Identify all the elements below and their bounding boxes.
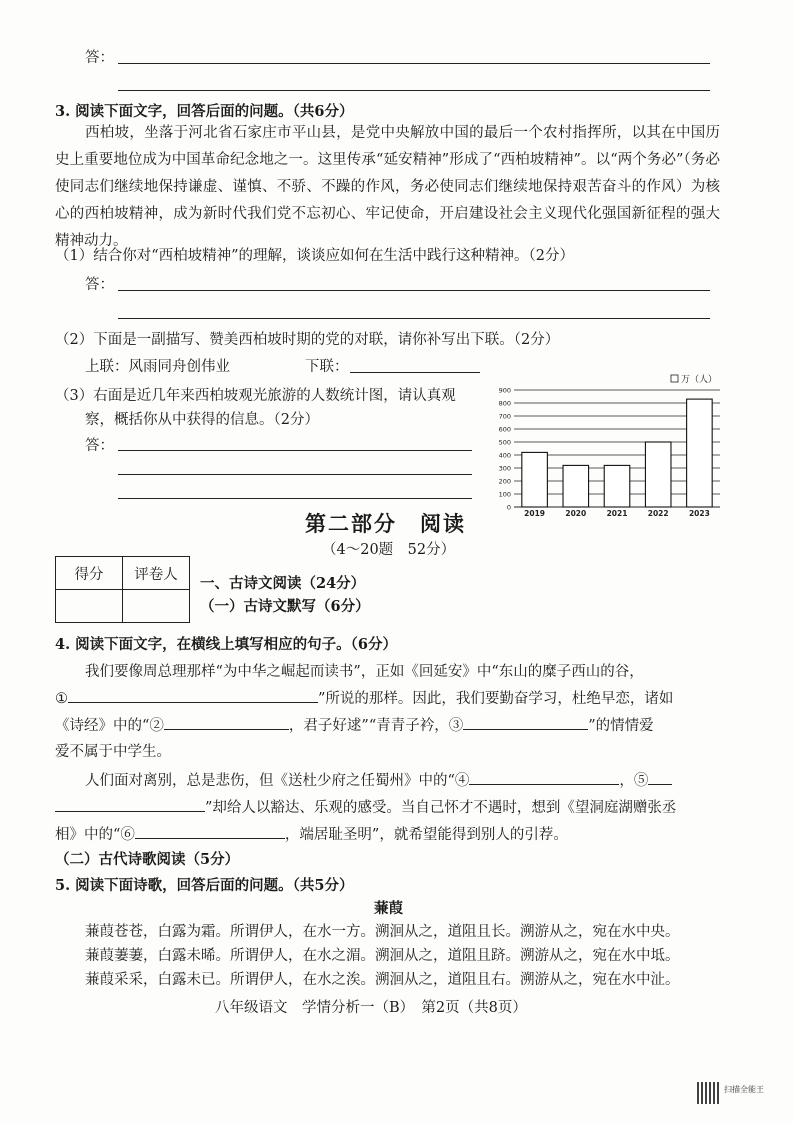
question-4-title: 4. 阅读下面文字，在横线上填写相应的句子。（6分） <box>55 636 398 653</box>
answer-line <box>118 290 710 291</box>
bar-2020 <box>563 465 589 507</box>
q4-p1c: 《诗经》中的“② <box>55 718 164 734</box>
q4-p2-line2 <box>55 795 676 817</box>
chart-y-ticks <box>499 387 511 512</box>
answer-label: 答： <box>85 50 114 66</box>
y-tick-label: 900 <box>498 386 511 395</box>
question-5-title: 5. 阅读下面诗歌，回答后面的问题。（共5分） <box>55 877 354 894</box>
x-tick-label: 2021 <box>606 509 628 518</box>
y-tick-label: 700 <box>498 412 511 421</box>
blank-marker-1: ① <box>55 691 68 707</box>
answer-line <box>118 498 472 499</box>
couplet-upper: 上联：风雨同舟创伟业 <box>85 359 230 375</box>
q4-p1d: ，君子好逑”“青青子衿，③ <box>288 718 464 734</box>
y-tick-label: 300 <box>498 464 511 473</box>
blank-1[interactable] <box>68 686 318 703</box>
q4-p2c: ”却给人以豁达、乐观的感受。当自己怀才不遇时，想到《望洞庭湖赠张丞 <box>205 800 677 816</box>
question-3-sub2: （2）下面是一副描写、赞美西柏坡时期的党的对联，请你补写出下联。（2分） <box>55 332 560 348</box>
legend-label: 万（人） <box>681 375 718 385</box>
y-tick-label: 400 <box>498 451 511 460</box>
blank-3[interactable] <box>463 713 588 730</box>
question-3-sub3-line1: （3）右面是近几年来西柏坡观光旅游的人数统计图，请认真观 <box>55 388 456 404</box>
q4-p2e: ，端居耻圣明”，就希望能得到别人的引荐。 <box>284 827 568 843</box>
section-1-heading: 一、古诗文阅读（24分） <box>200 575 366 592</box>
tourism-bar-chart <box>488 372 728 522</box>
y-tick-label: 500 <box>498 438 511 447</box>
part2-title: 第二部分 阅读 <box>305 511 466 536</box>
bar-2021 <box>604 465 630 507</box>
q4-p2b: ，⑤ <box>619 773 649 789</box>
question-3-title: 3. 阅读下面文字，回答后面的问题。（共6分） <box>55 103 354 120</box>
poem-line: 蒹葭苍苍，白露为霜。所谓伊人，在水一方。溯洄从之，道阻且长。溯游从之，宛在水中央。 <box>85 924 680 940</box>
blank-5a[interactable] <box>648 768 672 785</box>
q4-p1-line2 <box>55 686 673 708</box>
couplet-lower-label: 下联： <box>305 359 349 375</box>
qr-code-icon <box>697 1082 719 1104</box>
answer-line <box>118 450 472 451</box>
page-footer: 八年级语文 学情分析一（B） 第2页（共8页） <box>215 1000 527 1016</box>
score-header-score: 得分 <box>56 557 123 590</box>
q4-p2a: 人们面对离别，总是悲伤，但《送杜少府之任蜀州》中的“④ <box>85 773 470 789</box>
chart-bars <box>522 399 712 507</box>
bar-2019 <box>522 452 548 507</box>
answer-line <box>118 474 472 475</box>
bar-2023 <box>687 399 713 507</box>
q4-p1e: ”的情情爱 <box>588 718 654 734</box>
section-2-heading: （二）古代诗歌阅读（5分） <box>55 851 240 868</box>
poem-line: 蒹葭采采，白露未已。所谓伊人，在水之涘。溯洄从之，道阻且右。溯游从之，宛在水中沚。 <box>85 972 680 988</box>
blank-4[interactable] <box>469 768 619 785</box>
y-tick-label: 100 <box>498 490 511 499</box>
chart-x-ticks <box>524 509 710 518</box>
legend-swatch <box>671 375 678 382</box>
answer-line <box>118 318 710 319</box>
part2-range: （4～20题 52分） <box>322 542 456 558</box>
y-tick-label: 0 <box>506 503 511 512</box>
y-tick-label: 200 <box>498 477 511 486</box>
answer-line <box>118 63 710 64</box>
question-3-sub1: （1）结合你对“西柏坡精神”的理解，谈谈应如何在生活中践行这种精神。（2分） <box>55 248 575 264</box>
question-3-sub3-line2: 察，概括你从中获得的信息。（2分） <box>85 412 319 428</box>
q4-p2-line1 <box>85 768 672 790</box>
q4-p1f: 爱不属于中学生。 <box>55 744 171 760</box>
x-tick-label: 2023 <box>688 509 710 518</box>
y-tick-label: 800 <box>498 399 511 408</box>
q4-p1b: ”所说的那样。因此，我们要勤奋学习，杜绝早恋，诸如 <box>318 691 674 707</box>
score-header-grader: 评卷人 <box>123 557 190 590</box>
x-tick-label: 2019 <box>524 509 546 518</box>
answer-label: 答： <box>85 438 114 454</box>
score-cell[interactable] <box>56 590 123 623</box>
question-3-passage: 西柏坡，坐落于河北省石家庄市平山县，是党中央解放中国的最后一个农村指挥所，以其在中国历史上重要地位成为中国革命纪念地之一。这里传承“延安精神”形成了“西柏坡精神”。以“两个务必”（务必使同志们继续地保持谦虚、谨慎、不骄、不躁的作风，务必使同志们继续地保持艰苦奋斗的作风）为核心的西柏坡精神，成为新时代我们党不忘初心、牢记使命，开启建设社会主义现代化强国新征程的强大精神动力。 <box>55 125 720 249</box>
blank-5[interactable] <box>55 795 205 812</box>
q4-p2d: 相》中的“⑥ <box>55 827 135 843</box>
poem-title: 蒹葭 <box>374 900 403 917</box>
x-tick-label: 2022 <box>647 509 669 518</box>
x-tick-label: 2020 <box>565 509 587 518</box>
couplet-lower-line <box>350 372 480 373</box>
y-tick-label: 600 <box>498 425 511 434</box>
answer-label: 答： <box>85 277 114 293</box>
score-table <box>55 556 190 623</box>
scanner-watermark: 扫描全能王 <box>724 1085 764 1094</box>
q4-p1a: 我们要像周总理那样“为中华之崛起而读书”，正如《回延安》中“东山的糜子西山的谷， <box>85 664 644 680</box>
answer-line <box>118 90 710 91</box>
q4-p1-line3 <box>55 713 654 735</box>
section-1a-heading: （一）古诗文默写（6分） <box>200 598 370 615</box>
bar-2022 <box>645 442 671 507</box>
poem-line: 蒹葭萋萋，白露未晞。所谓伊人，在水之湄。溯洄从之，道阻且跻。溯游从之，宛在水中坻。 <box>85 948 680 964</box>
grader-cell[interactable] <box>123 590 190 623</box>
blank-2[interactable] <box>164 713 289 730</box>
q4-p2-line3 <box>55 822 568 844</box>
blank-6[interactable] <box>135 822 285 839</box>
